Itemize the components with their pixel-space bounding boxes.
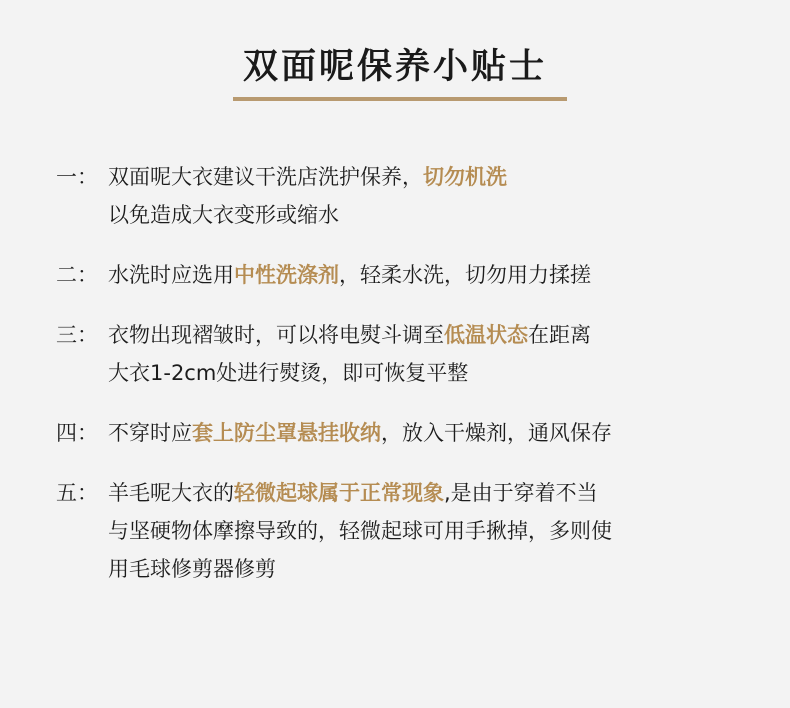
tip-item	[56, 474, 776, 588]
tip-line	[108, 512, 776, 550]
tip-text: 双面呢大衣建议干洗店洗护保养，	[108, 165, 423, 189]
tip-number: 四：	[56, 421, 98, 445]
tip-highlight: 低温状态	[444, 323, 528, 347]
tip-text: 不穿时应	[108, 421, 192, 445]
tip-number: 一：	[56, 165, 98, 189]
tip-highlight: 套上防尘罩悬挂收纳	[192, 421, 381, 445]
tip-body	[108, 474, 776, 588]
tip-body	[108, 256, 776, 294]
tip-line	[108, 316, 776, 354]
tip-text: 以免造成大衣变形或缩水	[108, 203, 339, 227]
tip-text: 羊毛呢大衣的	[108, 481, 234, 505]
tip-text: 衣物出现褶皱时，可以将电熨斗调至	[108, 323, 444, 347]
tip-text: ，轻柔水洗，切勿用力揉搓	[339, 263, 591, 287]
tip-number: 三：	[56, 323, 98, 347]
tip-line	[108, 158, 776, 196]
tip-text: 用毛球修剪器修剪	[108, 557, 276, 581]
tip-text: ,是由于穿着不当	[444, 481, 598, 505]
tip-body	[108, 414, 776, 452]
tip-text: 与坚硬物体摩擦导致的，轻微起球可用手揪掉，多则使	[108, 519, 612, 543]
tip-item	[56, 256, 776, 294]
tip-line	[108, 550, 776, 588]
tip-line	[108, 354, 776, 392]
tip-number: 二：	[56, 263, 98, 287]
tip-text: 大衣1-2cm处进行熨烫，即可恢复平整	[108, 361, 469, 385]
tip-body	[108, 158, 776, 234]
tip-line	[108, 474, 776, 512]
tip-item	[56, 316, 776, 392]
tip-highlight: 切勿机洗	[423, 165, 507, 189]
tip-text: 在距离	[528, 323, 591, 347]
page-title: 双面呢保养小贴士	[242, 47, 547, 87]
tip-text: 水洗时应选用	[108, 263, 234, 287]
tip-line	[108, 414, 776, 452]
tip-highlight: 中性洗涤剂	[234, 263, 339, 287]
tip-body	[108, 316, 776, 392]
tip-item	[56, 158, 776, 234]
tip-line	[108, 256, 776, 294]
tip-text: ，放入干燥剂，通风保存	[381, 421, 612, 445]
tip-line	[108, 196, 776, 234]
title-underline	[233, 97, 567, 101]
tip-number: 五：	[56, 481, 98, 505]
tips-list	[56, 158, 776, 610]
tip-highlight: 轻微起球属于正常现象	[234, 481, 444, 505]
tip-item	[56, 414, 776, 452]
